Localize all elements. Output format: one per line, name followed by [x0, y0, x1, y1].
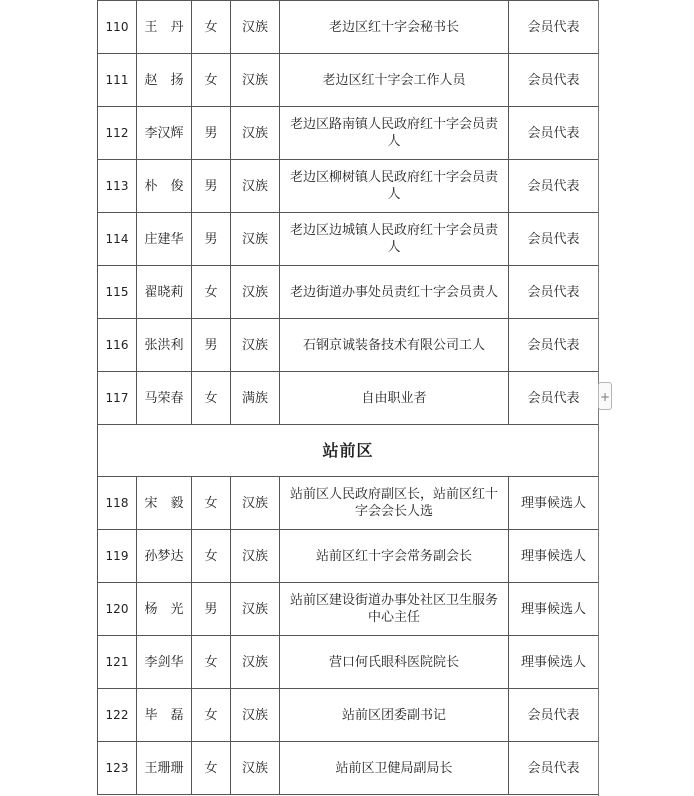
cell-name: 张洪利 [137, 319, 192, 372]
cell-name: 毕 磊 [137, 689, 192, 742]
cell-role: 会员代表 [509, 372, 599, 425]
member-table-sheet [97, 0, 598, 795]
cell-ethnicity: 满族 [231, 372, 280, 425]
cell-gender: 女 [192, 636, 231, 689]
cell-gender: 女 [192, 742, 231, 795]
cell-ethnicity: 汉族 [231, 213, 280, 266]
cell-ethnicity: 汉族 [231, 319, 280, 372]
cell-ethnicity: 汉族 [231, 689, 280, 742]
cell-gender: 女 [192, 54, 231, 107]
cell-name: 李剑华 [137, 636, 192, 689]
table-row [98, 160, 599, 213]
cell-ethnicity: 汉族 [231, 583, 280, 636]
cell-role: 会员代表 [509, 213, 599, 266]
cell-gender: 男 [192, 319, 231, 372]
member-table [97, 0, 599, 795]
cell-name: 李汉辉 [137, 107, 192, 160]
cell-position: 老边区路南镇人民政府红十字会员责人 [280, 107, 509, 160]
cell-ethnicity: 汉族 [231, 266, 280, 319]
cell-role: 会员代表 [509, 689, 599, 742]
cell-role: 理事候选人 [509, 477, 599, 530]
cell-gender: 女 [192, 530, 231, 583]
cell-ethnicity: 汉族 [231, 530, 280, 583]
cell-number: 111 [98, 54, 137, 107]
cell-position: 站前区人民政府副区长，站前区红十字会会长人选 [280, 477, 509, 530]
cell-gender: 女 [192, 266, 231, 319]
table-row [98, 530, 599, 583]
table-body-zhanqian [98, 477, 599, 795]
table-row [98, 107, 599, 160]
cell-position: 老边街道办事处员责红十字会员责人 [280, 266, 509, 319]
cell-number: 115 [98, 266, 137, 319]
cell-position: 老边区红十字会工作人员 [280, 54, 509, 107]
cell-role: 理事候选人 [509, 583, 599, 636]
section-row [98, 425, 599, 477]
cell-name: 王珊珊 [137, 742, 192, 795]
cell-name: 孙梦达 [137, 530, 192, 583]
cell-gender: 女 [192, 1, 231, 54]
cell-ethnicity: 汉族 [231, 636, 280, 689]
cell-name: 朴 俊 [137, 160, 192, 213]
section-header [98, 425, 599, 477]
cell-number: 110 [98, 1, 137, 54]
cell-number: 122 [98, 689, 137, 742]
cell-position: 营口何氏眼科医院院长 [280, 636, 509, 689]
cell-role: 会员代表 [509, 266, 599, 319]
table-row [98, 319, 599, 372]
cell-gender: 男 [192, 583, 231, 636]
cell-number: 116 [98, 319, 137, 372]
table-body-laobian [98, 1, 599, 425]
cell-ethnicity: 汉族 [231, 107, 280, 160]
cell-name: 翟晓莉 [137, 266, 192, 319]
cell-ethnicity: 汉族 [231, 54, 280, 107]
cell-number: 113 [98, 160, 137, 213]
cell-number: 123 [98, 742, 137, 795]
cell-number: 112 [98, 107, 137, 160]
table-row [98, 583, 599, 636]
cell-number: 120 [98, 583, 137, 636]
cell-position: 老边区边城镇人民政府红十字会员责人 [280, 213, 509, 266]
cell-name: 杨 光 [137, 583, 192, 636]
cell-name: 庄建华 [137, 213, 192, 266]
add-row-button[interactable]: + [598, 382, 612, 410]
table-row [98, 372, 599, 425]
cell-position: 自由职业者 [280, 372, 509, 425]
cell-gender: 男 [192, 160, 231, 213]
cell-role: 会员代表 [509, 107, 599, 160]
table-row [98, 1, 599, 54]
cell-name: 赵 扬 [137, 54, 192, 107]
cell-gender: 女 [192, 372, 231, 425]
cell-name: 马荣春 [137, 372, 192, 425]
cell-gender: 女 [192, 477, 231, 530]
cell-role: 理事候选人 [509, 530, 599, 583]
cell-number: 119 [98, 530, 137, 583]
cell-number: 121 [98, 636, 137, 689]
cell-number: 118 [98, 477, 137, 530]
cell-position: 站前区卫健局副局长 [280, 742, 509, 795]
cell-position: 站前区团委副书记 [280, 689, 509, 742]
cell-gender: 男 [192, 107, 231, 160]
cell-name: 王 丹 [137, 1, 192, 54]
cell-number: 117 [98, 372, 137, 425]
section-title: 站前区 [98, 425, 599, 477]
cell-number: 114 [98, 213, 137, 266]
cell-role: 会员代表 [509, 1, 599, 54]
cell-ethnicity: 汉族 [231, 477, 280, 530]
cell-position: 石钢京诚装备技术有限公司工人 [280, 319, 509, 372]
cell-position: 老边区红十字会秘书长 [280, 1, 509, 54]
table-row [98, 742, 599, 795]
cell-position: 老边区柳树镇人民政府红十字会员责人 [280, 160, 509, 213]
cell-position: 站前区红十字会常务副会长 [280, 530, 509, 583]
cell-role: 理事候选人 [509, 636, 599, 689]
cell-role: 会员代表 [509, 54, 599, 107]
cell-position: 站前区建设街道办事处社区卫生服务中心主任 [280, 583, 509, 636]
table-row [98, 689, 599, 742]
table-row [98, 636, 599, 689]
cell-role: 会员代表 [509, 742, 599, 795]
cell-gender: 男 [192, 213, 231, 266]
cell-role: 会员代表 [509, 160, 599, 213]
cell-name: 宋 毅 [137, 477, 192, 530]
table-row [98, 54, 599, 107]
cell-gender: 女 [192, 689, 231, 742]
cell-ethnicity: 汉族 [231, 1, 280, 54]
cell-ethnicity: 汉族 [231, 160, 280, 213]
table-row [98, 266, 599, 319]
cell-ethnicity: 汉族 [231, 742, 280, 795]
table-row [98, 477, 599, 530]
table-row [98, 213, 599, 266]
cell-role: 会员代表 [509, 319, 599, 372]
